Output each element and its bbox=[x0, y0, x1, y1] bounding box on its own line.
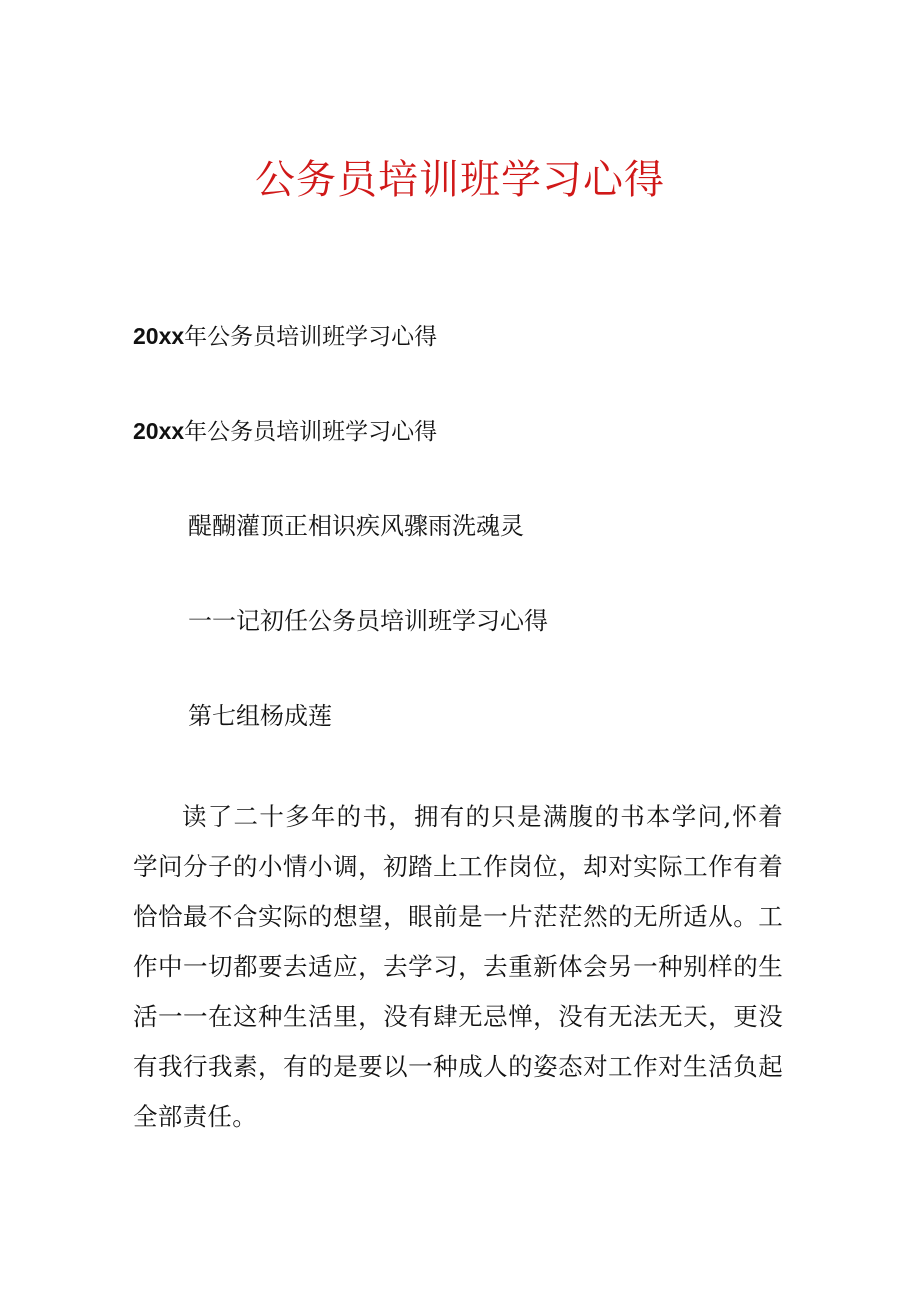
author-line: 第七组杨成莲 bbox=[188, 702, 332, 730]
essay-subtitle: 一一记初任公务员培训班学习心得 bbox=[188, 607, 548, 635]
essay-title: 醍醐灌顶正相识疾风骤雨洗魂灵 bbox=[188, 512, 524, 540]
subtitle-line-1 bbox=[133, 320, 437, 352]
document-title: 公务员培训班学习心得 bbox=[255, 157, 665, 203]
body-paragraph: 读了二十多年的书，拥有的只是满腹的书本学问,怀着学问分子的小情小调，初踏上工作岗位，却对实际工作有着恰恰最不合实际的想望，眼前是一片茫茫然的无所适从。工作中一切都要去适应，去学习，去重新体会另一种别样的生活一一在这种生活里，没有肆无忌惮，没有无法无天，更没有我行我素，有的是要以一种成人的姿态对工作对生活负起全部责任。 bbox=[133, 802, 783, 1131]
subtitle-text-1: 年公务员培训班学习心得 bbox=[184, 323, 438, 349]
subtitle-text-2: 年公务员培训班学习心得 bbox=[184, 418, 438, 444]
subtitle-year-2: 20xx bbox=[133, 418, 185, 444]
subtitle-year-1: 20xx bbox=[133, 323, 185, 349]
subtitle-line-2 bbox=[133, 415, 437, 447]
